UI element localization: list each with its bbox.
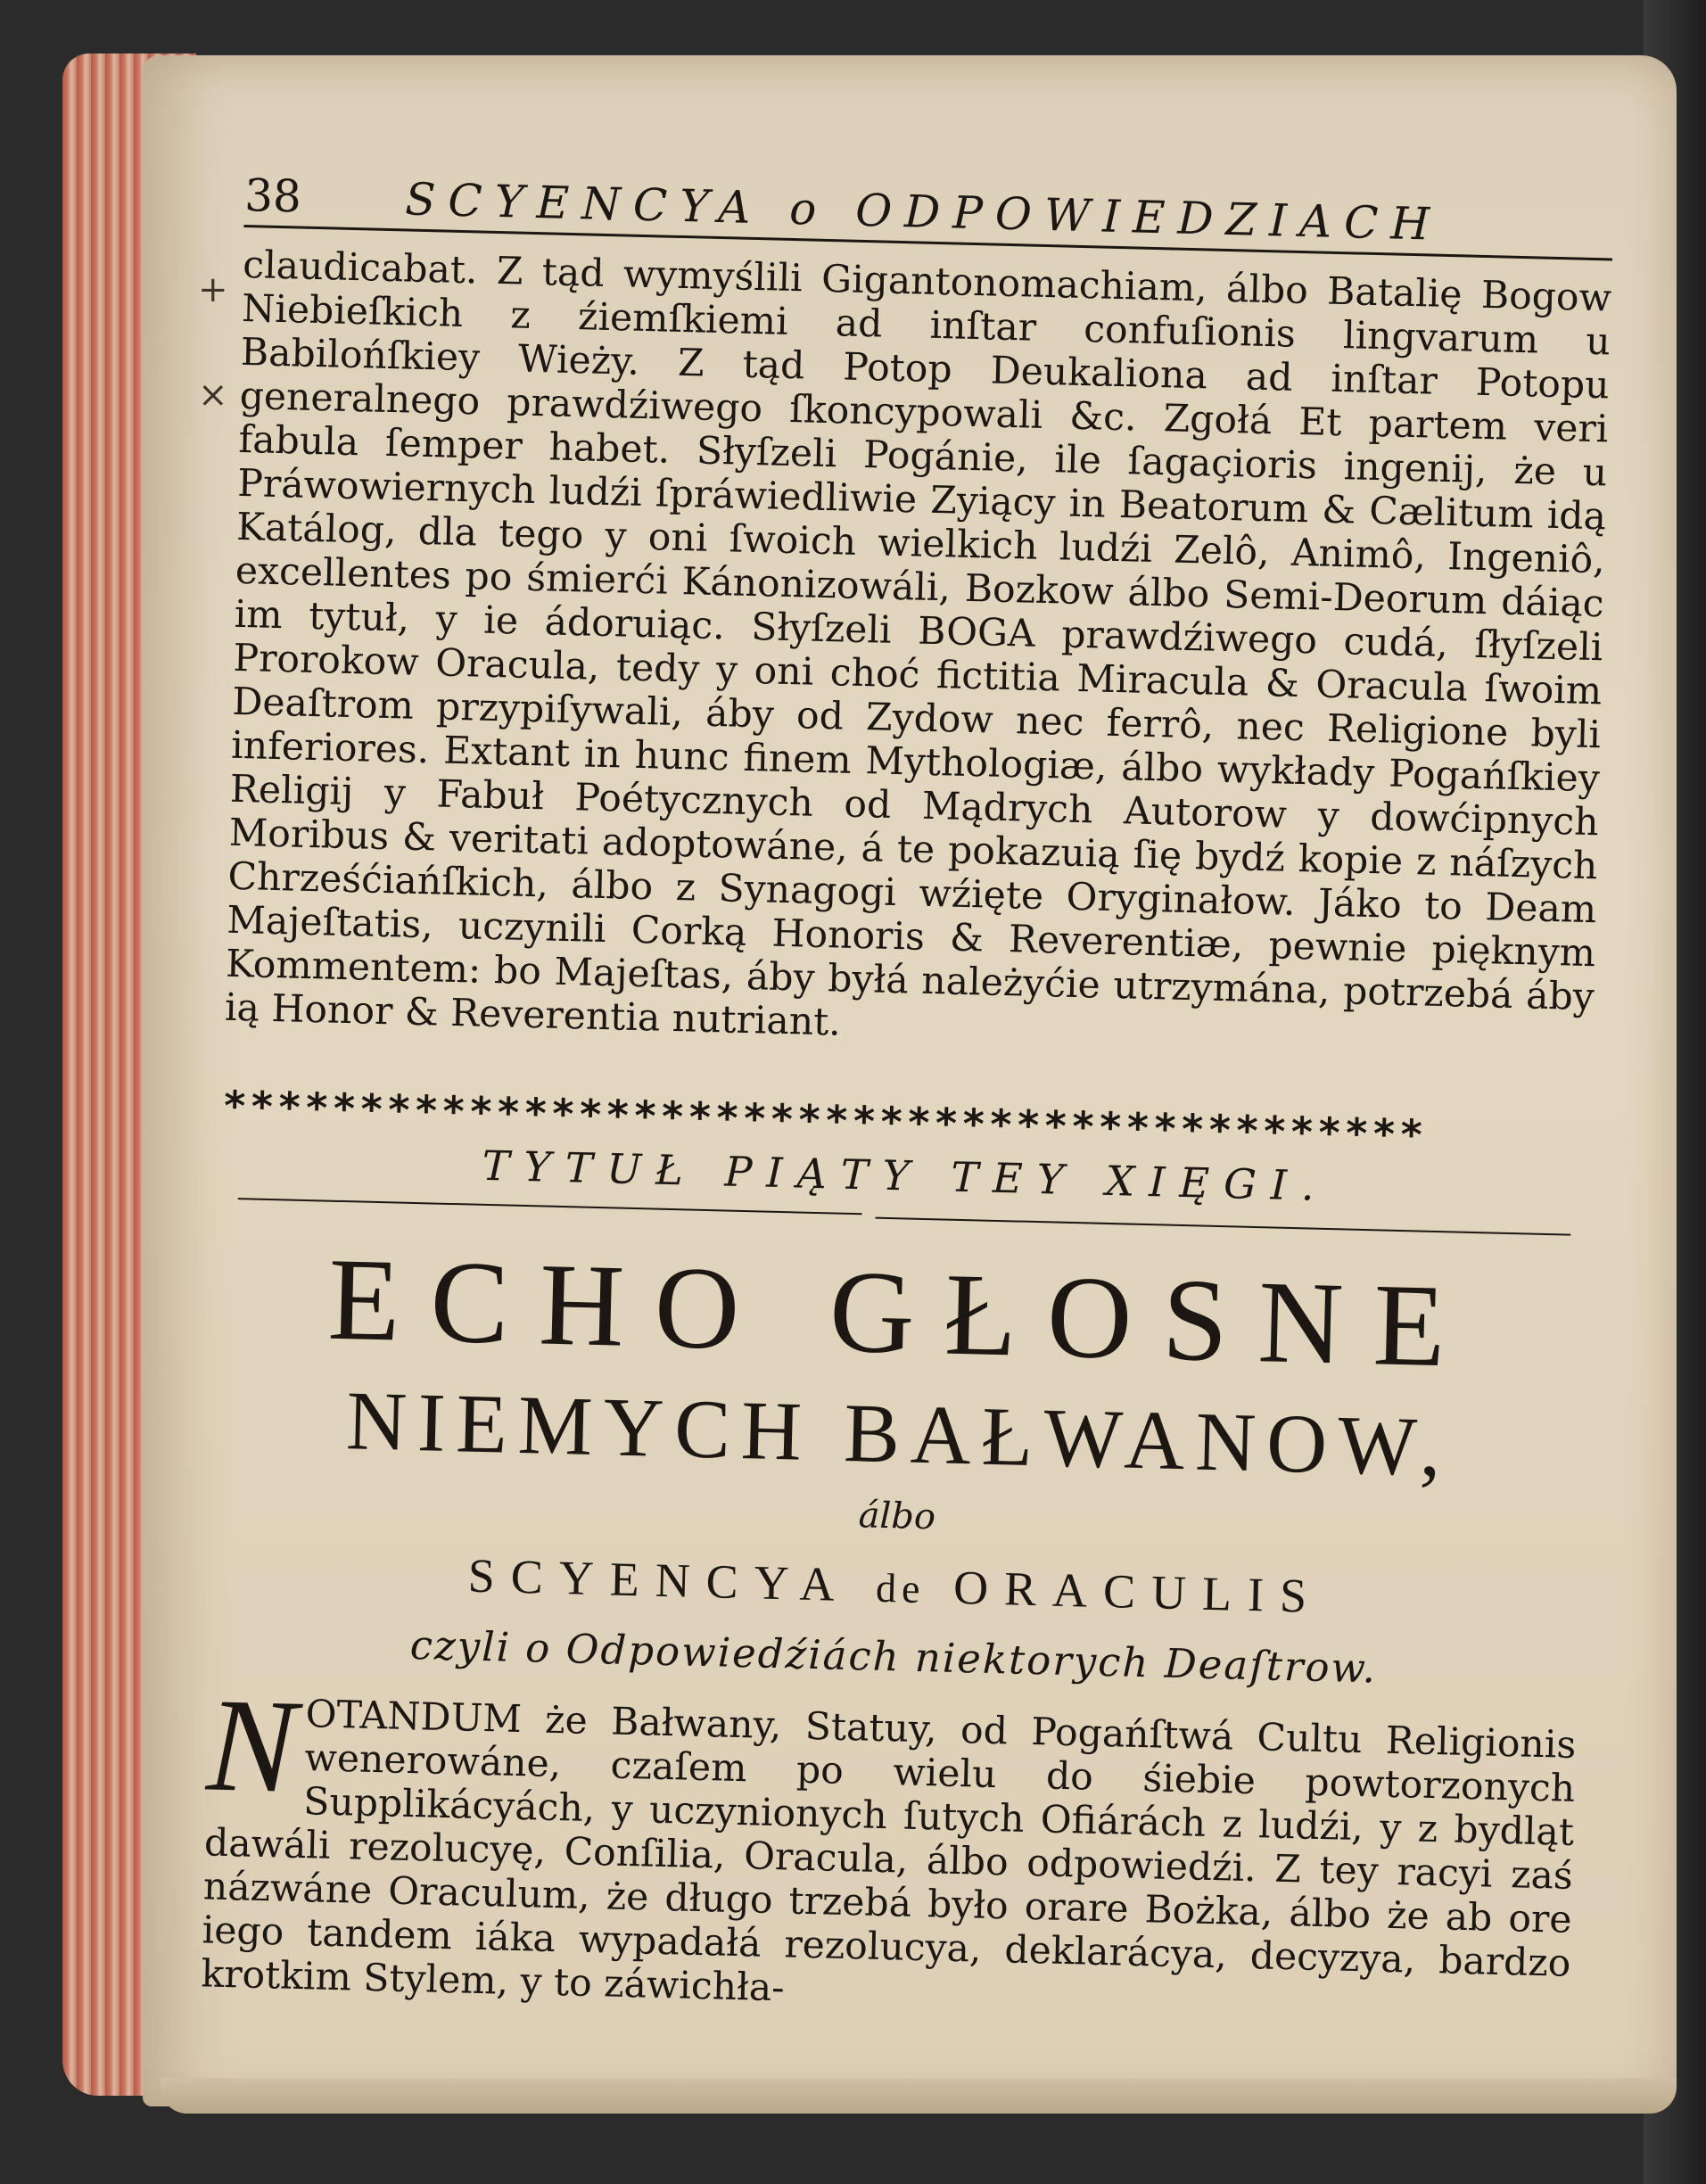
title-czyli: czyli o Odpowiedźiách niektorych Deaſtrow. <box>409 1621 1378 1693</box>
rule-right <box>875 1217 1570 1236</box>
final-paragraph <box>200 1670 1577 2029</box>
page-content <box>200 169 1613 2057</box>
final-paragraph-text: OTANDUM że Bałwany, Statuy, od Pogańſtwá Cultu Religionis wenerowáne, czaſem po wielu do śiebie powtorzonych Supplikácyách, y uczynionych ſutych Ofiárách z ludźi, y z bydląt dawáli rezolucyę, Conſilia, Oracula, álbo odpowiedźi. Z tey racyi zaś názwáne Oraculum, że długo trzebá było orare Bożka, álbo że ab ore iego tandem iáka wypadałá rezolucya, deklarácya, decyzya, bardzo krotkim Stylem, y to záwichła- <box>200 1693 1577 2011</box>
running-title: SCYENCYA o ODPOWIEDZIACH <box>404 173 1443 251</box>
title-albo: álbo <box>858 1495 936 1538</box>
drop-cap: N <box>204 1670 298 1821</box>
asterisk-divider: ******************************************** <box>221 1081 1428 1159</box>
rule-left <box>238 1198 862 1215</box>
title-line-1: ECHO GŁOSNE <box>326 1232 1478 1393</box>
margin-mark-x: × <box>198 375 228 416</box>
title-scyencya <box>210 1542 1580 1630</box>
section-label: TYTUŁ PIĄTY TEY XIĘGI. <box>482 1141 1330 1211</box>
page-number: 38 <box>243 169 302 223</box>
title-de-word: de <box>875 1564 927 1612</box>
body-paragraph: claudicabat. Z tąd wymyślili Gigantonomachiam, álbo Batalię Bogow Niebieſkich z źiemſkiemi ad inſtar confuſionis lingvarum u Babilońſkiey Wieży. Z tąd Potop Deukaliona ad inſtar Potopu generalnego prawdźiwego ſkoncypowali &c. Zgołá Et partem veri fabula ſemper habet. Słyſzeli Pogánie, ile ſagaçioris ingenij, że u Práwowiernych ludźi ſpráwiedliwie Zyiący in Beatorum & Cælitum idą Katálog, dla tego y oni ſwoich wielkich ludźi Zelô, Animô, Ingeniô, excellentes po śmierći Kánonizowáli, Bozkow álbo Semi-Deorum dáiąc im tytuł, y ie ádoruiąc. Słyſzeli BOGA prawdźiwego cudá, ſłyſzeli Prorokow Oracula, tedy y oni choć fictitia Miracula & Oracula ſwoim Deaſtrom przypiſywali, áby od Zydow nec ferrô, nec Religione byli inferiores. Extant in hunc finem Mythologiæ, álbo wykłady Pogańſkiey Religij y Fabuł Poétycznych od Mądrych Autorow y dowćipnych Moribus & veritati adoptowáne, á te pokazuią ſię bydź kopie z náſzych Chrześćiańſkich, álbo z Synagogi wźięte Oryginałow. Jáko to Deam Majeſtatis, uczynili Corką Honoris & Reverentiæ, pewnie pięknym Kommentem: bo Majeſtas, áby byłá należyćie utrzymána, potrzebá áby ią Honor & Reverentia nutriant. <box>224 243 1612 1045</box>
page-bottom-edge <box>161 2078 1677 2114</box>
margin-mark-cross: + <box>198 269 228 310</box>
title-line-2: NIEMYCH BAŁWANOW, <box>345 1374 1453 1495</box>
title-oraculis-word: ORACULIS <box>952 1560 1323 1623</box>
title-scyencya-word: SCYENCYA <box>467 1548 849 1611</box>
